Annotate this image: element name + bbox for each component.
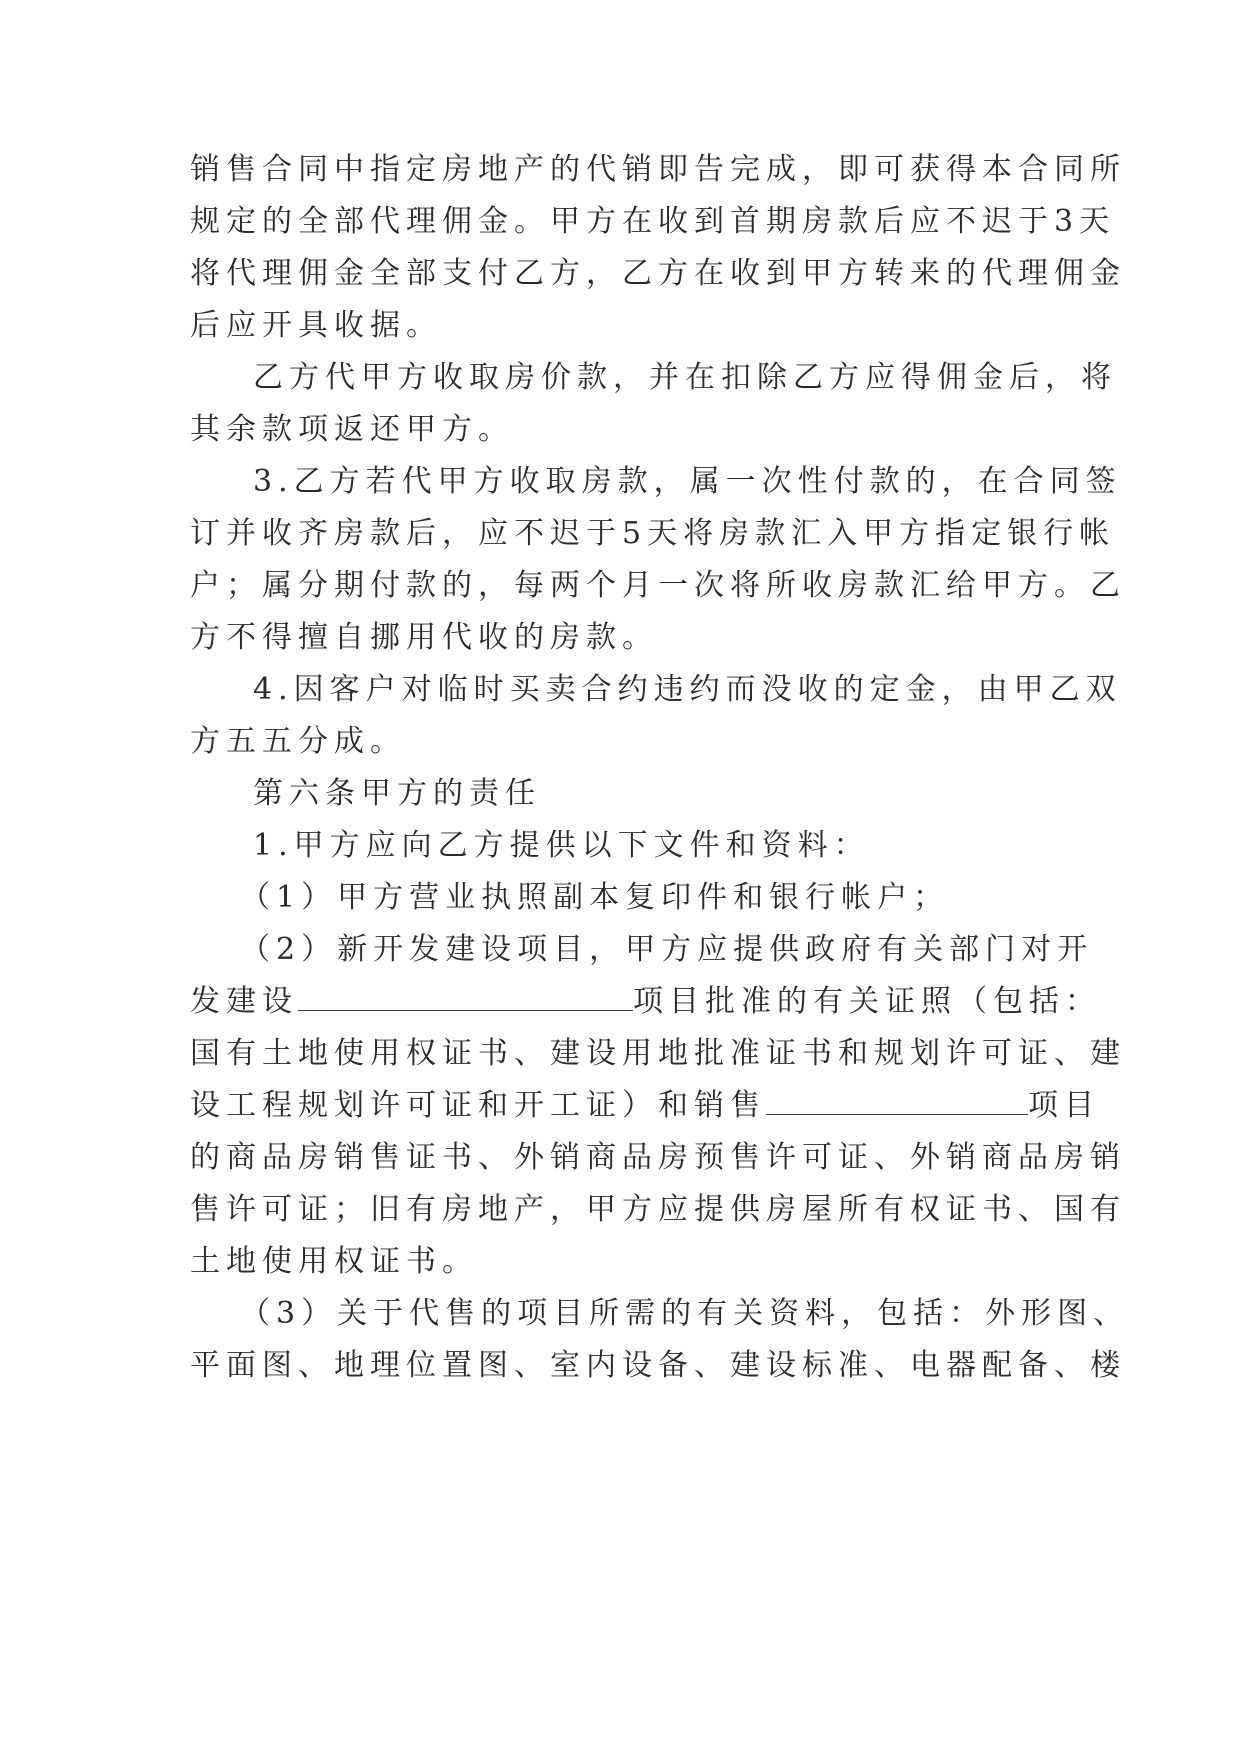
paragraph-line: 平面图、地理位置图、室内设备、建设标准、电器配备、楼 (190, 1348, 1126, 1383)
line-text: 项目批准的有关证照（包括： (633, 984, 1101, 1019)
paragraph-line (190, 1078, 1100, 1134)
paragraph-line: 3.乙方若代甲方收取房款，属一次性付款的，在合同签 (253, 464, 1122, 499)
fill-in-blank (766, 1080, 1028, 1115)
paragraph-line: 国有土地使用权证书、建设用地批准证书和规划许可证、建 (190, 1036, 1126, 1071)
paragraph-line: 销售合同中指定房地产的代销即告完成，即可获得本合同所 (190, 152, 1126, 187)
paragraph-line: 4.因客户对临时买卖合约违约而没收的定金，由甲乙双 (253, 672, 1122, 707)
paragraph-line: 方五五分成。 (190, 724, 406, 759)
line-text: 项目 (1028, 1088, 1100, 1123)
line-text: 发建设 (190, 984, 298, 1019)
paragraph-line: 的商品房销售证书、外销商品房预售许可证、外销商品房销 (190, 1140, 1126, 1175)
section-heading: 第六条甲方的责任 (253, 776, 541, 811)
paragraph-line: 订并收齐房款后，应不迟于5天将房款汇入甲方指定银行帐 (190, 516, 1116, 551)
list-item: （3）关于代售的项目所需的有关资料，包括：外形图、 (240, 1296, 1130, 1331)
paragraph-line (190, 974, 1101, 1030)
list-item: （1）甲方营业执照副本复印件和银行帐户； (240, 880, 950, 915)
paragraph-line: 户；属分期付款的，每两个月一次将所收房款汇给甲方。乙 (190, 568, 1126, 603)
paragraph-line: 售许可证；旧有房地产，甲方应提供房屋所有权证书、国有 (190, 1192, 1126, 1227)
paragraph-line: 乙方代甲方收取房价款，并在扣除乙方应得佣金后，将 (253, 360, 1117, 395)
paragraph-line: 1.甲方应向乙方提供以下文件和资料： (253, 828, 870, 863)
line-text: 设工程规划许可证和开工证）和销售 (190, 1088, 766, 1123)
list-item: （2）新开发建设项目，甲方应提供政府有关部门对开 (240, 932, 1094, 967)
paragraph-line: 方不得擅自挪用代收的房款。 (190, 620, 658, 655)
paragraph-line: 规定的全部代理佣金。甲方在收到首期房款后应不迟于3天 (190, 204, 1116, 239)
paragraph-line: 其余款项返还甲方。 (190, 412, 514, 447)
paragraph-line: 土地使用权证书。 (190, 1244, 478, 1279)
paragraph-line: 将代理佣金全部支付乙方，乙方在收到甲方转来的代理佣金 (190, 256, 1126, 291)
fill-in-blank (298, 976, 633, 1011)
paragraph-line: 后应开具收据。 (190, 308, 442, 343)
